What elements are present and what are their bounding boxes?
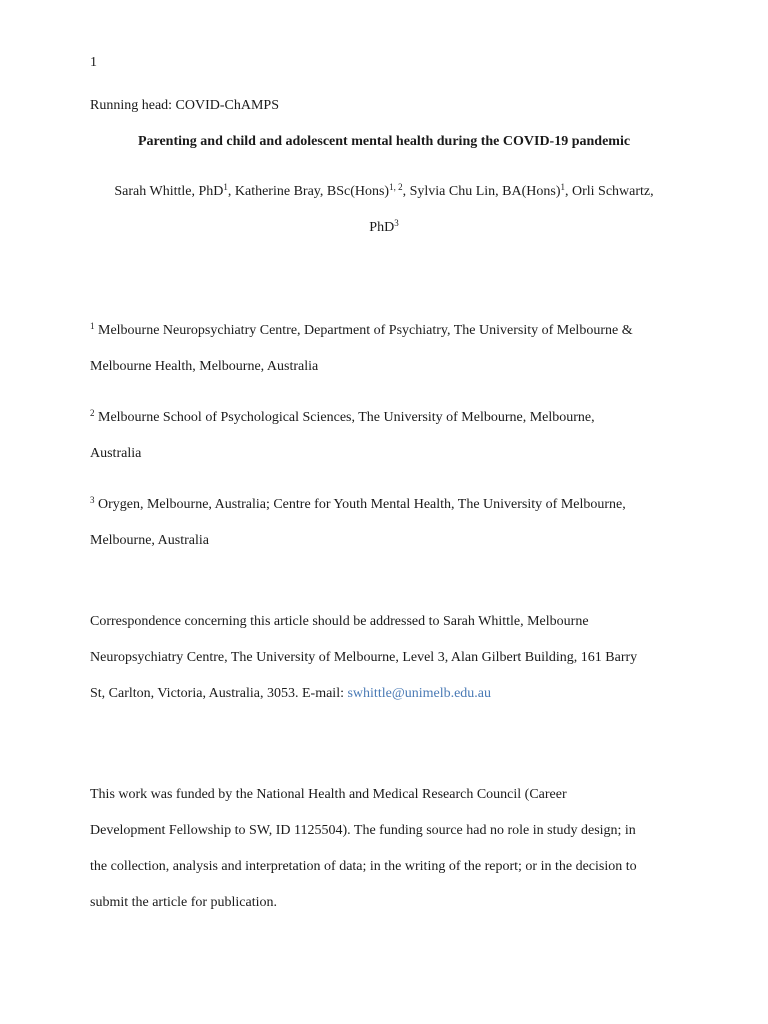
author-affiliation-mark: 1 [560,182,565,192]
email-link[interactable]: swhittle@unimelb.edu.au [347,686,492,701]
funding-line-2: Development Fellowship to SW, ID 1125504). The funding source had no role in study design; in [90,823,636,838]
affiliation-1-line-1 [90,323,633,339]
author-name: Sylvia Chu Lin, BA(Hons) [409,184,561,199]
author-degree: PhD [369,220,395,235]
affiliation-1-line-2: Melbourne Health, Melbourne, Australia [90,359,319,374]
author-list [0,184,768,200]
author-separator: , [227,184,235,199]
author-name: Orli Schwartz, [571,184,654,199]
author-affiliation-mark: 1, 2 [389,182,403,192]
affiliation-2-line-2: Australia [90,446,142,461]
author-affiliation-mark: 1 [223,182,228,192]
author-list-continued [0,220,768,236]
affiliation-text: Melbourne Neuropsychiatry Centre, Department of Psychiatry, The University of Melbourne & [94,323,633,338]
correspondence-line-1: Correspondence concerning this article should be addressed to Sarah Whittle, Melbourne [90,614,589,629]
affiliation-text: Orygen, Melbourne, Australia; Centre for Youth Mental Health, The University of Melbourne, [94,497,626,512]
affiliation-number: 3 [90,495,95,505]
paper-title: Parenting and child and adolescent mental health during the COVID-19 pandemic [137,134,631,149]
affiliation-3-line-2: Melbourne, Australia [90,533,209,548]
running-head: Running head: COVID-ChAMPS [90,98,280,113]
author-name: Sarah Whittle, PhD [114,184,224,199]
affiliation-text: Melbourne School of Psychological Sciences, The University of Melbourne, Melbourne, [94,410,595,425]
correspondence-address: St, Carlton, Victoria, Australia, 3053. E-mail: [90,686,348,701]
author-separator: , [564,184,572,199]
correspondence-line-3 [90,686,491,702]
funding-line-3: the collection, analysis and interpretation of data; in the writing of the report; or in the decision to [90,859,637,874]
funding-line-4: submit the article for publication. [90,895,278,910]
affiliation-number: 2 [90,408,95,418]
author-affiliation-mark: 3 [394,218,399,228]
correspondence-line-2: Neuropsychiatry Centre, The University of Melbourne, Level 3, Alan Gilbert Building, 161 Barry [90,650,638,665]
page-number: 1 [90,55,97,70]
affiliation-3-line-1 [90,497,626,513]
affiliation-number: 1 [90,321,95,331]
funding-line-1: This work was funded by the National Health and Medical Research Council (Career [90,787,567,802]
author-separator: , [402,184,410,199]
affiliation-2-line-1 [90,410,595,426]
author-name: Katherine Bray, BSc(Hons) [234,184,390,199]
